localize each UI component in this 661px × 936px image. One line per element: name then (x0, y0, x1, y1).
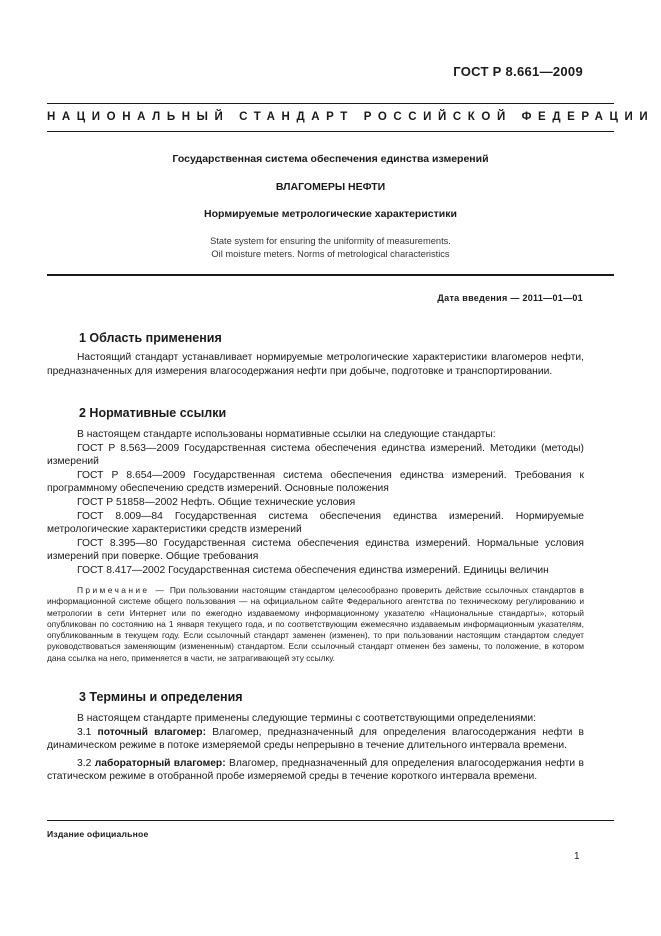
section-2-intro: В настоящем стандарте использованы нормативные ссылки на следующие стандарты: (77, 429, 496, 440)
document-code: ГОСТ Р 8.661—2009 (453, 64, 583, 79)
reference-item: ГОСТ Р 8.563—2009 Государственная система обеспечения единства измерений. Методики (методы) измерений (47, 442, 584, 468)
introduction-date: Дата введения — 2011—01—01 (437, 293, 583, 303)
term-name: лабораторный влагомер: (94, 757, 226, 769)
banner-divider (47, 131, 614, 132)
section-1-heading: 1 Область применения (79, 331, 222, 345)
footer-divider (47, 820, 614, 821)
note-text: При пользовании настоящим стандартом целесообразно проверить действие ссылочных стандартов в информационной системе общего пользования — на официальном сайте Федерального агентства по техническому регулированию и метрологии в сети Интернет или по ежегодно издаваемому информационному указателю «Национальные стандарты», который опубликован по состоянию на 1 января текущего года, и по соответствующим ежемесячно издаваемым информационным указателям, опубликованным в текущем году. Если ссылочный стандарт заменен (изменен), то при пользовании настоящим стандартом следует руководствоваться заменяющим (измененным) стандартом. Если ссылочный стандарт отменен без замены, то положение, в котором дана ссылка на него, применяется в части, не затрагивающей эту ссылку. (47, 585, 584, 663)
section-3-heading: 3 Термины и определения (79, 690, 243, 704)
term-number: 3.2 (77, 757, 92, 769)
section-2-heading: 2 Нормативные ссылки (79, 406, 227, 420)
reference-item: ГОСТ 8.009—84 Государственная система обеспечения единства измерений. Нормируемые метрологические характеристики средств измерений (47, 510, 584, 536)
national-standard-banner: НАЦИОНАЛЬНЫЙ СТАНДАРТ РОССИЙСКОЙ ФЕДЕРАЦИИ (47, 111, 655, 123)
term-definition: Влагомер, предназначенный для определения влагосодержания нефти в статическом режиме в отобранной пробе измеряемой среды в течение короткого интервала времени. (47, 757, 584, 783)
page-number: 1 (574, 851, 580, 862)
reference-item: ГОСТ 8.395—80 Государственная система обеспечения единства измерений. Нормальные условия измерений при поверке. Общие требования (47, 537, 584, 563)
reference-item: ГОСТ 8.417—2002 Государственная система обеспечения единства измерений. Единицы величин (77, 564, 549, 576)
section-2-body (47, 428, 584, 578)
section-3-intro: В настоящем стандарте применены следующие термины с соответствующими определениями: (77, 713, 537, 724)
section-1-paragraph: Настоящий стандарт устанавливает нормируемые метрологические характеристики влагомеров нефти, предназначенных для измерения влагосодержания нефти при добыче, подготовке и транспортировании. (47, 352, 584, 377)
english-title (47, 235, 614, 260)
term-number: 3.1 (77, 726, 92, 738)
term-3-2 (47, 757, 584, 784)
reference-item: ГОСТ Р 8.654—2009 Государственная система обеспечения единства измерений. Требования к программному обеспечению средств измерений. Основные положения (47, 469, 584, 495)
main-title: ВЛАГОМЕРЫ НЕФТИ (275, 181, 386, 193)
section-1-body (47, 351, 584, 378)
english-title-line-1: State system for ensuring the uniformity of measurements. (210, 236, 451, 246)
term-name: поточный влагомер: (97, 726, 207, 738)
english-title-line-2: Oil moisture meters. Norms of metrological characteristics (211, 248, 450, 259)
note-block (47, 585, 584, 664)
edition-label: Издание официальное (47, 829, 149, 839)
term-definition: Влагомер, предназначенный для определения влагосодержания нефти в динамическом режиме в потоке измеряемой среды непрерывно в течение длительного интервала времени. (47, 726, 584, 752)
title-divider (47, 274, 614, 276)
subtitle: Нормируемые метрологические характеристики (204, 208, 457, 220)
top-divider (47, 103, 614, 104)
term-3-1 (47, 726, 584, 753)
note-label: Примечание — (77, 585, 167, 595)
section-3-body (47, 712, 584, 784)
reference-item: ГОСТ Р 51858—2002 Нефть. Общие технические условия (77, 496, 356, 508)
system-title: Государственная система обеспечения единства измерений (172, 153, 489, 165)
